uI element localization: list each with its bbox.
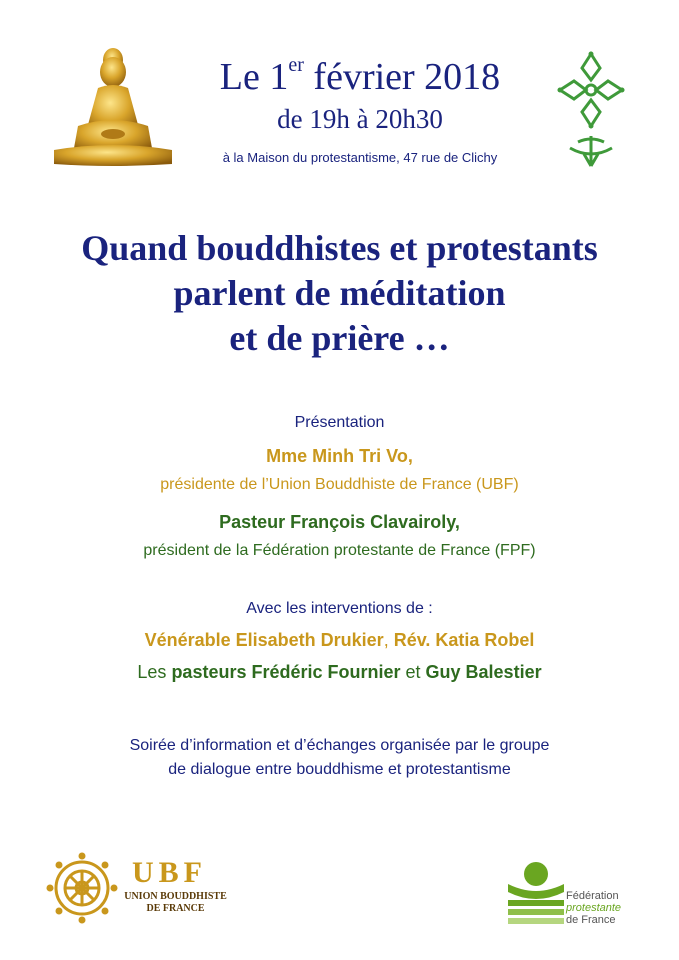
date-ordinal: er	[288, 54, 304, 76]
fpf-logo-text	[566, 890, 621, 926]
title-line-2: parlent de méditation	[173, 273, 506, 313]
guest-1: Vénérable Elisabeth Drukier	[144, 630, 384, 650]
speaker1-name: Mme Minh Tri Vo,	[266, 446, 413, 466]
speaker2-role: président de la Fédération protestante de France (FPF)	[143, 542, 536, 559]
fpf-logo-icon	[508, 862, 564, 926]
fpf-line-1: Fédération	[566, 890, 619, 902]
ubf-logo-subtitle-2: DE FRANCE	[146, 903, 205, 914]
event-title	[0, 226, 679, 361]
title-line-1: Quand bouddhistes et protestants	[81, 228, 598, 268]
organizer-note-line-1: Soirée d’information et d’échanges organisée par le groupe	[129, 737, 550, 754]
fpf-line-3: de France	[566, 914, 616, 926]
organizer-note-line-2: de dialogue entre bouddhisme et protestantisme	[168, 761, 511, 778]
pastor-2: Guy Balestier	[425, 662, 542, 682]
interventions-label: Avec les interventions de :	[246, 600, 433, 617]
ubf-logo-subtitle-1: UNION BOUDDHISTE	[124, 891, 227, 902]
title-line-3: et de prière …	[229, 318, 450, 358]
speaker2-name: Pasteur François Clavairoly,	[219, 512, 460, 532]
presentation-label: Présentation	[294, 414, 385, 431]
ubf-logo-title: UBF	[132, 856, 207, 889]
pastor-1: pasteurs Frédéric Fournier	[171, 662, 401, 682]
dharma-wheel-icon	[46, 852, 118, 924]
guest-2: Rév. Katia Robel	[393, 630, 535, 650]
fpf-line-2: protestante	[566, 902, 622, 914]
speaker1-role: présidente de l’Union Bouddhiste de France (UBF)	[160, 476, 519, 493]
event-location: à la Maison du protestantisme, 47 rue de Clichy	[222, 150, 498, 165]
event-date: Le 1er février 2018	[219, 54, 501, 98]
event-time: de 19h à 20h30	[277, 104, 443, 134]
pastors-line: Les pasteurs Frédéric Fournier et Guy Balestier	[137, 662, 542, 682]
guests-line: Vénérable Elisabeth Drukier, Rév. Katia Robel	[144, 630, 535, 650]
